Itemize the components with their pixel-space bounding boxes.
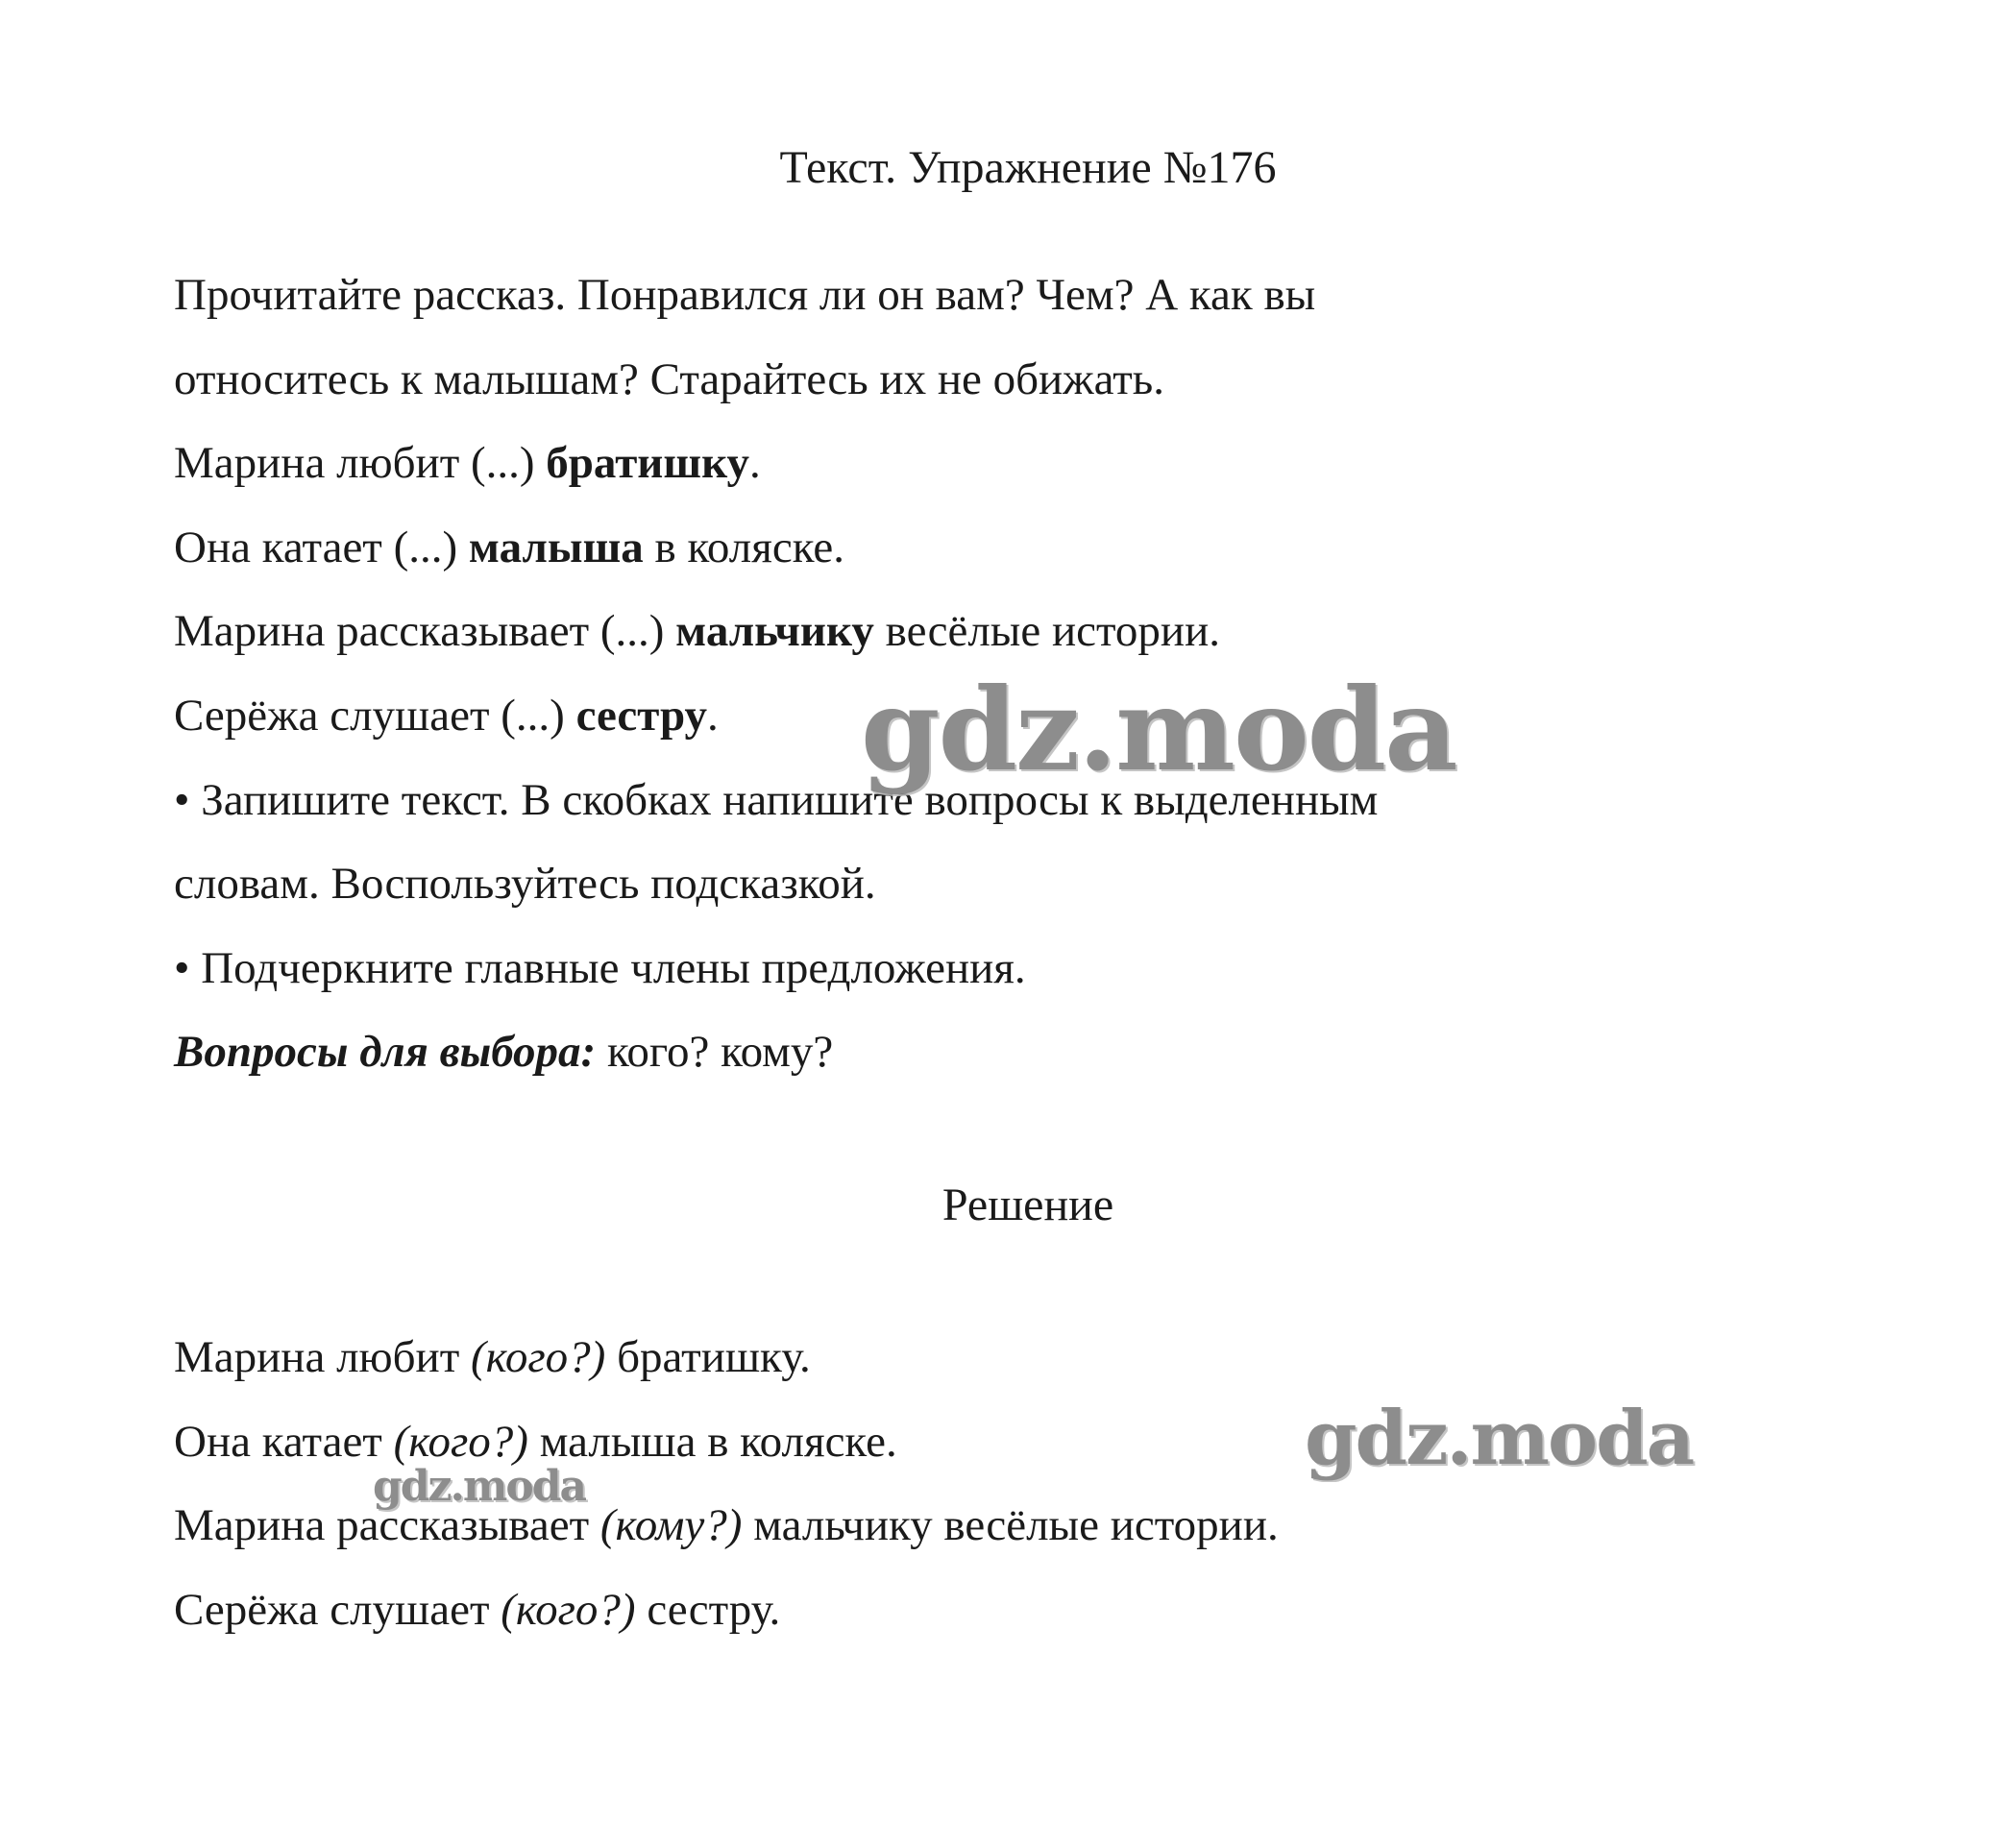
sentence-text: весёлые истории.: [873, 606, 1220, 657]
hint-text: кого? кому?: [596, 1027, 834, 1078]
solution-text: Серёжа слушает: [174, 1584, 501, 1635]
solution-title: Решение: [941, 1179, 1114, 1230]
solution-line: [174, 1316, 1903, 1400]
intro-line: Прочитайте рассказ. Понравился ли он вам? Чем? А как вы: [174, 270, 1316, 320]
hint: [174, 1010, 1903, 1095]
sentence-text: .: [748, 438, 761, 489]
sentence-text: Она катает (...): [174, 522, 469, 572]
solution-text: мальчику весёлые истории.: [742, 1500, 1279, 1551]
instruction: • Запишите текст. В скобках напишите вопросы к выделенным: [174, 774, 1379, 825]
highlighted-word: малыша: [468, 522, 644, 572]
question: (кому?): [599, 1500, 743, 1551]
question: (кого?): [501, 1584, 636, 1635]
solution-text: Марина любит: [174, 1332, 471, 1382]
sentence-text: в коляске.: [643, 522, 844, 572]
sentence-text: Серёжа слушает (...): [174, 690, 576, 741]
instruction: словам. Воспользуйтесь подсказкой.: [174, 859, 876, 910]
solution-text: Марина рассказывает: [174, 1500, 600, 1551]
sentence-text: Марина любит (...): [174, 438, 547, 489]
solution-text: сестру.: [635, 1584, 781, 1635]
highlighted-word: сестру: [575, 690, 707, 741]
highlighted-word: мальчику: [675, 606, 874, 657]
highlighted-word: братишку: [546, 438, 749, 489]
watermark: gdz.moda: [373, 1462, 586, 1511]
solution-line: [174, 1568, 1903, 1653]
question: (кого?): [471, 1332, 606, 1382]
hint-label: Вопросы для выбора:: [174, 1027, 597, 1078]
solution-text: братишку.: [605, 1332, 811, 1382]
sentence: [174, 506, 1903, 591]
sentence-text: .: [706, 690, 719, 741]
sentence-text: Марина рассказывает (...): [174, 606, 676, 657]
question: (кого?): [393, 1416, 528, 1467]
watermark: gdz.moda: [861, 663, 1456, 796]
exercise-title: Текст. Упражнение №176: [779, 142, 1277, 193]
instruction: • Подчеркните главные члены предложения.: [174, 942, 1026, 993]
sentence: [174, 422, 1903, 506]
sentence: [174, 590, 1903, 674]
solution-text: Она катает: [174, 1416, 394, 1467]
watermark: gdz.moda: [1305, 1395, 1694, 1482]
intro-line: относитесь к малышам? Старайтесь их не обижать.: [174, 353, 1164, 404]
solution-text: малыша в коляске.: [527, 1416, 897, 1467]
